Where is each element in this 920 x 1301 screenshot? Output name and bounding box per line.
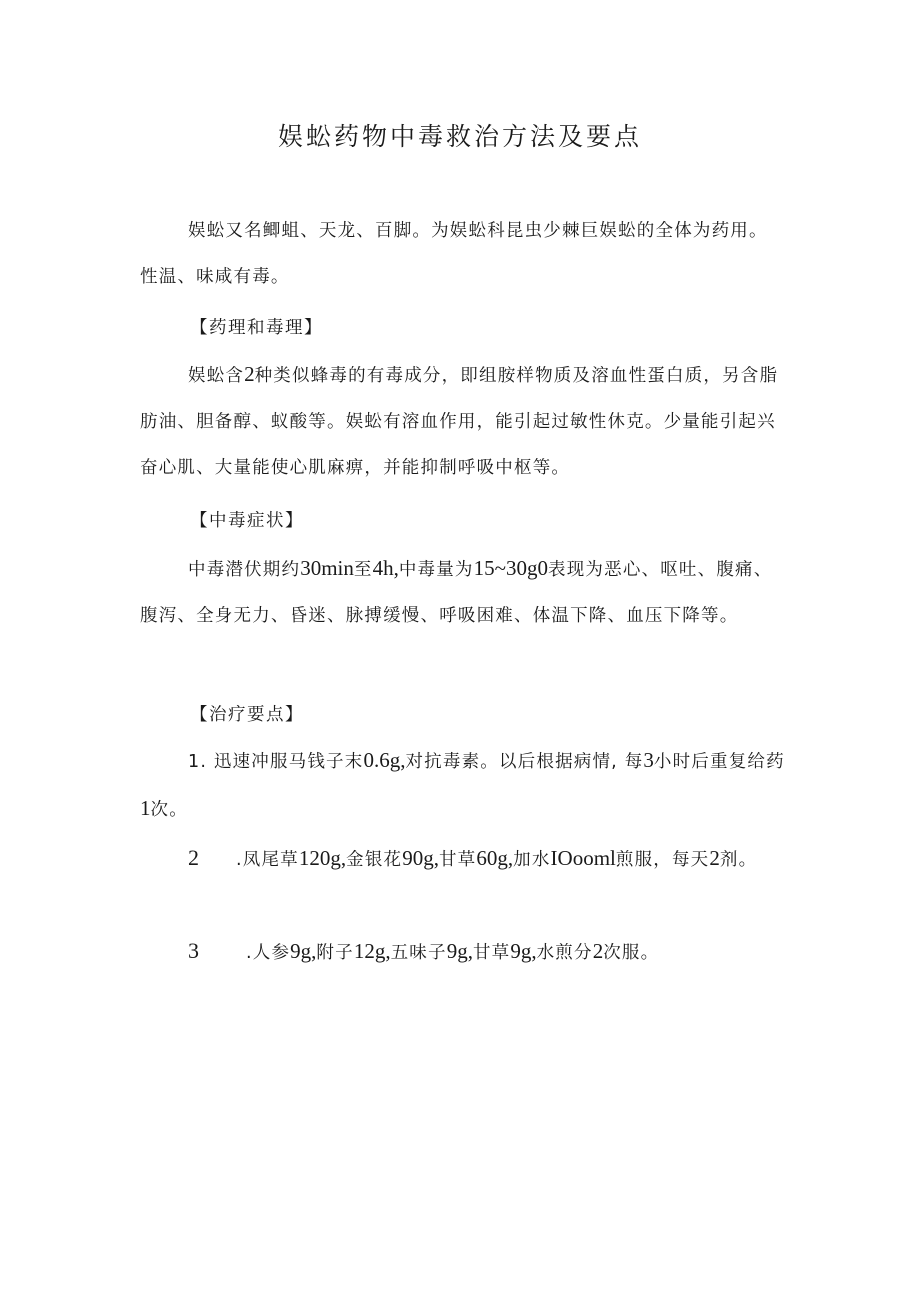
treatment-item-2: 2 .凤尾草120g,金银花90g,甘草60g,加水IOooml煎服，每天2剂。 — [188, 845, 758, 870]
intro-paragraph: 娱蚣又名鲫蛆、天龙、百脚。为娱蚣科昆虫少棘巨娱蚣的全体为药用。性温、味咸有毒。 — [140, 221, 768, 287]
section-heading-treatment: 【治疗要点】 — [190, 705, 304, 725]
pharmacology-paragraph: 娱蚣含2种类似蜂毒的有毒成分，即组胺样物质及溶血性蛋白质，另含脂肪油、胆备醇、蚁酸等。娱蚣有溶血作用，能引起过敏性休克。少量能引起兴奋心肌、大量能使心肌麻痹，并能抑制呼吸中枢等。 — [140, 362, 779, 478]
section-heading-symptoms: 【中毒症状】 — [190, 511, 304, 531]
symptoms-paragraph: 中毒潜伏期约30min至4h,中毒量为15~30g0表现为恶心、呕吐、腹痛、腹泻、全身无力、昏迷、脉搏缓慢、呼吸困难、体温下降、血压下降等。 — [140, 556, 773, 626]
document-title: 娱蚣药物中毒救治方法及要点 — [277, 122, 642, 151]
treatment-item-3: 3 .人参9g,附子12g,五味子9g,甘草9g,水煎分2次服。 — [188, 938, 660, 963]
section-heading-pharmacology: 【药理和毒理】 — [190, 318, 323, 338]
treatment-item-1: 1. 迅速冲服马钱子末0.6g,对抗毒素。以后根据病情, 每3小时后重复给药1次。 — [140, 748, 785, 820]
